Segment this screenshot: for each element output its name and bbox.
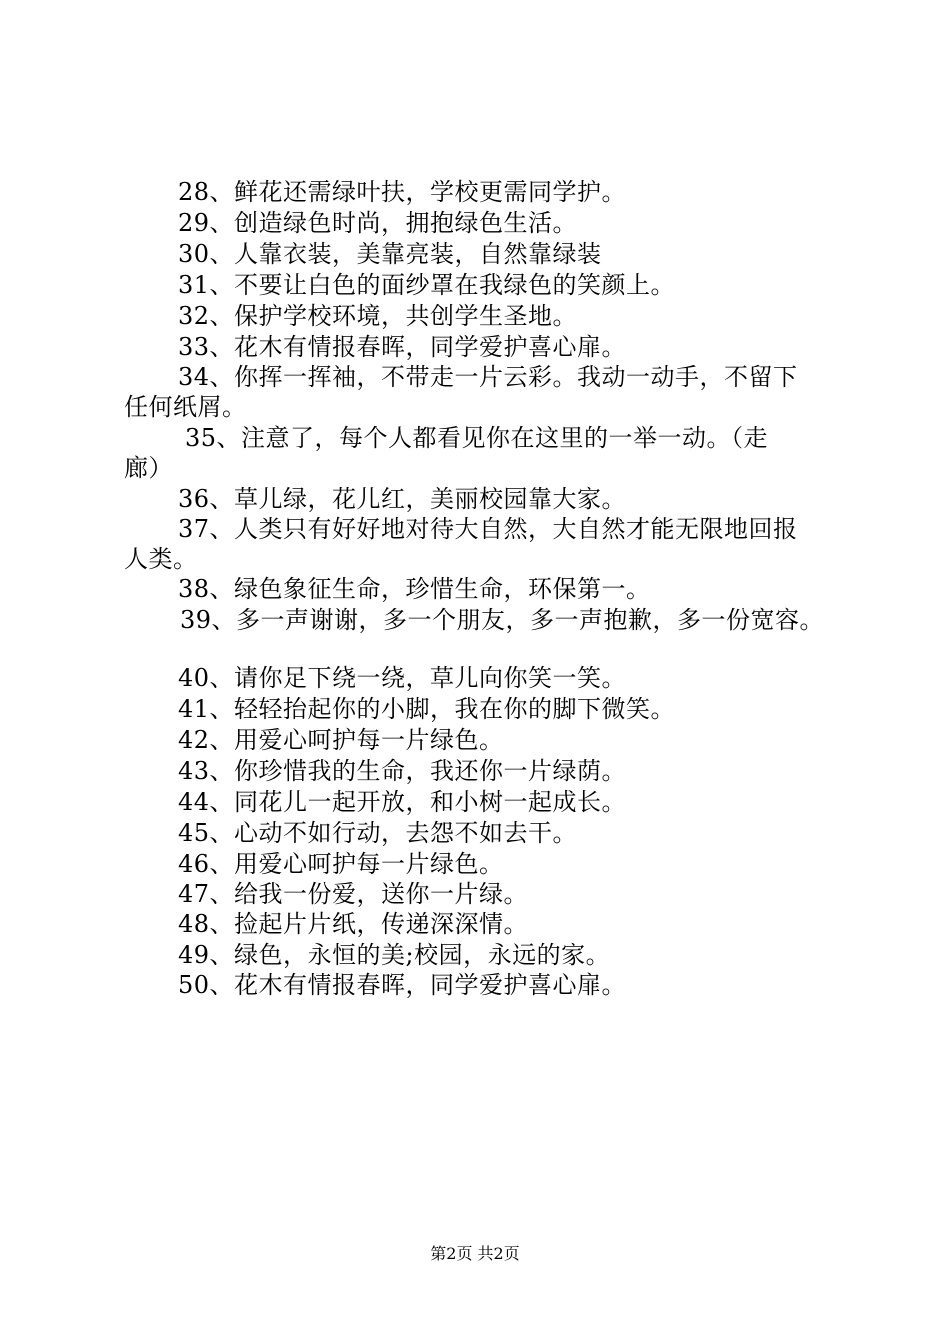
slogan-line: 46、用爱心呵护每一片绿色。: [178, 850, 504, 878]
page-number-footer: 第2页 共2页: [430, 1244, 520, 1263]
slogan-line: 29、创造绿色时尚，拥抱绿色生活。: [178, 209, 578, 237]
slogan-line: 42、用爱心呵护每一片绿色。: [178, 726, 504, 754]
slogan-line: 48、捡起片片纸，传递深深情。: [178, 910, 529, 938]
slogan-line: 34、你挥一挥袖，不带走一片云彩。我动一动手，不留下: [178, 363, 798, 391]
slogan-line: 43、你珍惜我的生命，我还你一片绿荫。: [178, 757, 627, 785]
slogan-line-continuation: 人类。: [124, 545, 198, 573]
slogan-line: 28、鲜花还需绿叶扶，学校更需同学护。: [178, 178, 627, 206]
slogan-line-continuation: 任何纸屑。: [124, 393, 247, 421]
slogan-line: 37、人类只有好好地对待大自然，大自然才能无限地回报: [178, 515, 798, 543]
slogan-line: 36、草儿绿，花儿红，美丽校园靠大家。: [178, 485, 627, 513]
slogan-line: 50、花木有情报春晖，同学爱护喜心扉。: [178, 971, 627, 999]
slogan-line: 39、多一声谢谢，多一个朋友，多一声抱歉，多一份宽容。: [180, 606, 825, 634]
slogan-line: 38、绿色象征生命，珍惜生命，环保第一。: [178, 575, 651, 603]
slogan-line: 45、心动不如行动，去怨不如去干。: [178, 819, 578, 847]
slogan-line: 44、同花儿一起开放，和小树一起成长。: [178, 788, 627, 816]
slogan-line: 35、注意了，每个人都看见你在这里的一举一动。（走: [185, 424, 769, 452]
slogan-line-continuation: 廊）: [124, 454, 173, 482]
slogan-line: 31、不要让白色的面纱罩在我绿色的笑颜上。: [178, 271, 676, 299]
slogan-line: 30、人靠衣装，美靠亮装，自然靠绿装: [178, 240, 602, 268]
slogan-line: 47、给我一份爱，送你一片绿。: [178, 880, 529, 908]
slogan-line: 49、绿色，永恒的美;校园，永远的家。: [178, 941, 611, 969]
slogan-line: 33、花木有情报春晖，同学爱护喜心扉。: [178, 333, 627, 361]
slogan-line: 32、保护学校环境，共创学生圣地。: [178, 302, 578, 330]
slogan-line: 41、轻轻抬起你的小脚，我在你的脚下微笑。: [178, 695, 676, 723]
slogan-line: 40、请你足下绕一绕，草儿向你笑一笑。: [178, 664, 627, 692]
